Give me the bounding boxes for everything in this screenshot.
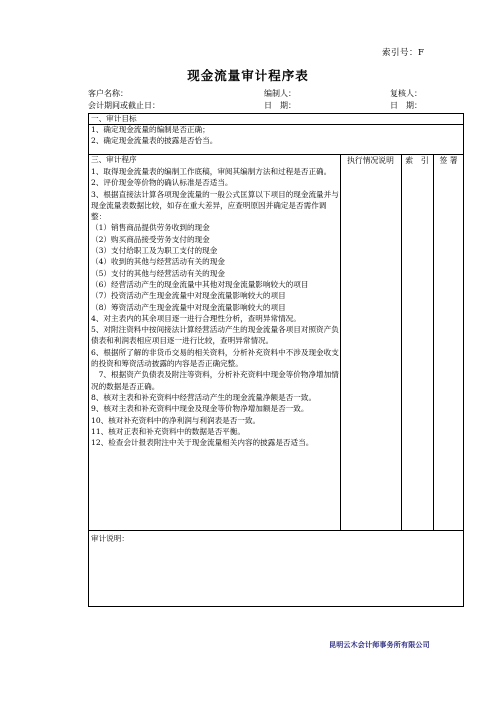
- procedure-list: [91, 166, 341, 448]
- period-label: 会计期间或截止日：: [88, 101, 160, 110]
- page-title: 现金流量审计程序表: [187, 68, 309, 83]
- column-header-sign: 签 署: [439, 156, 458, 165]
- column-header-execution: 执行情况说明: [347, 156, 394, 165]
- procedure-item: 2、评价现金等价物的确认标准是否适当。: [91, 178, 233, 188]
- procedure-item: （2）购买商品接受劳务支付的现金: [91, 234, 210, 244]
- index-number: 索引号：F: [382, 48, 425, 58]
- procedure-item: （8）筹资活动产生现金流量中对现金流量影响较大的项目: [91, 302, 286, 312]
- preparer-label: 编制人：: [264, 89, 296, 98]
- objective-item: 2、确定现金流量表的披露是否恰当。: [91, 136, 218, 145]
- procedure-item: 4、对主表内的其余项目逐一进行合理性分析，查明异常情况。: [91, 313, 301, 323]
- procedure-item: 5、对附注资料中按间接法计算经营活动产生的现金流量各项目对照资产负债表和利润表相应项目逐一进行比较，查明异常情况。: [91, 325, 339, 346]
- column-divider: [401, 154, 402, 530]
- objectives-heading: 一、审计目标: [91, 114, 137, 123]
- column-header-index: 索 引: [405, 156, 429, 165]
- firm-name: 昆明云木会计师事务所有限公司: [329, 641, 430, 649]
- procedure-item: 7、根据资产负债表及附注等资料，分析补充资料中现金等价物净增加情况的数据是否正确。: [91, 370, 339, 391]
- procedure-item: 1、取得现金流量表的编制工作底稿，审阅其编制方法和过程是否正确。: [91, 167, 332, 176]
- procedure-table: [88, 113, 464, 607]
- column-divider: [433, 154, 434, 530]
- objective-item: 1、确定现金流量的编制是否正确；: [91, 125, 210, 134]
- procedure-item: （3）支付给职工及为职工支付的现金: [91, 246, 218, 256]
- procedure-item: （4）收到的其他与经营活动有关的现金: [91, 257, 225, 267]
- procedure-item: 12、检查会计报表附注中关于现金流量相关内容的披露是否适当。: [91, 438, 314, 448]
- divider: [89, 530, 463, 531]
- procedure-item: （5）支付的其他与经营活动有关的现金: [91, 268, 225, 278]
- reviewer-label: 复核人：: [390, 89, 422, 98]
- preparer-date-label: 日 期：: [264, 101, 296, 110]
- procedure-item: 9、核对主表和补充资料中现金及现金等价物净增加额是否一致。: [91, 404, 309, 414]
- procedure-item: （6）经营活动产生的现金流量中其他对现金流量影响较大的项目: [91, 279, 309, 289]
- procedure-item: （1）销售商品提供劳务收到的现金: [91, 223, 210, 233]
- procedures-heading: 三、审计程序: [91, 155, 137, 164]
- procedure-item: 11、核对正表和补充资料中的数据是否平衡。: [91, 426, 245, 436]
- procedure-item: 6、根据所了解的非货币交易的相关资料，分析补充资料中不涉及现金收支的投资和筹资活动披露的内容是否正确完整。: [91, 347, 339, 369]
- procedure-item: （7）投资活动产生现金流量中对现金流量影响较大的项目: [91, 291, 286, 301]
- audit-notes-label: 审计说明：: [91, 534, 129, 543]
- reviewer-date-label: 日 期：: [390, 101, 422, 110]
- procedure-item: 8、核对主表和补充资料中经营活动产生的现金流量净额是否一致。: [91, 392, 317, 402]
- client-name-label: 客户名称：: [88, 89, 128, 98]
- procedure-item: 10、核对补充资料中的净利润与利润表是否一致。: [91, 415, 261, 425]
- procedure-item: 3、根据直接法计算各项现金流量的一般公式匡算以下项目的现金流量并与现金流量表数据比较，如存在重大差异，应查明原因并确定是否需作调整：: [91, 189, 339, 222]
